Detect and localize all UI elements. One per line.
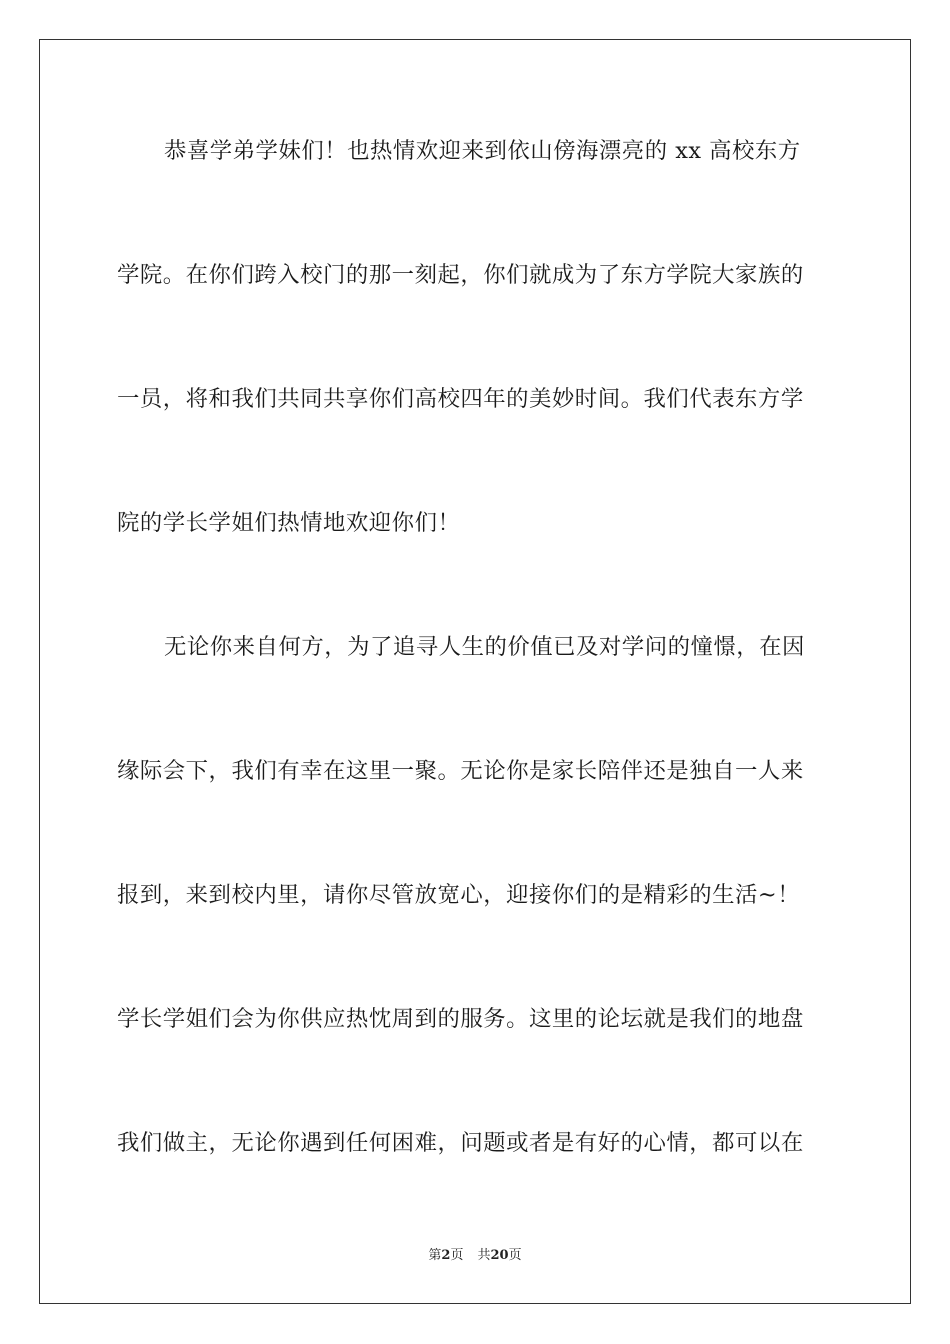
- total-prefix: 共: [477, 1248, 491, 1263]
- page-suffix: 页: [450, 1248, 464, 1263]
- total-pages: 20: [490, 1248, 509, 1263]
- paragraph-line: 学长学姐们会为你供应热忱周到的服务。这里的论坛就是我们的地盘: [117, 1006, 804, 1032]
- paragraph-line: 无论你来自何方，为了追寻人生的价值已及对学问的憧憬，在因: [164, 634, 805, 660]
- page-number: 2: [441, 1248, 451, 1263]
- paragraph-line: 一员，将和我们共同共享你们高校四年的美妙时间。我们代表东方学: [117, 386, 804, 412]
- paragraph-line: 恭喜学弟学妹们！也热情欢迎来到依山傍海漂亮的 xx 高校东方: [164, 138, 801, 164]
- paragraph-line: 我们做主，无论你遇到任何困难，问题或者是有好的心情，都可以在: [117, 1130, 804, 1156]
- total-suffix: 页: [508, 1248, 522, 1263]
- paragraph-line: 缘际会下，我们有幸在这里一聚。无论你是家长陪伴还是独自一人来: [117, 758, 804, 784]
- page-footer: [0, 1247, 950, 1265]
- paragraph-line: 报到，来到校内里，请你尽管放宽心，迎接你们的是精彩的生活~！: [117, 882, 801, 908]
- paragraph-line: 学院。在你们跨入校门的那一刻起，你们就成为了东方学院大家族的: [117, 262, 804, 288]
- page-prefix: 第: [428, 1248, 442, 1263]
- paragraph-line: 院的学长学姐们热情地欢迎你们！: [117, 510, 461, 536]
- page-frame: [39, 39, 911, 1304]
